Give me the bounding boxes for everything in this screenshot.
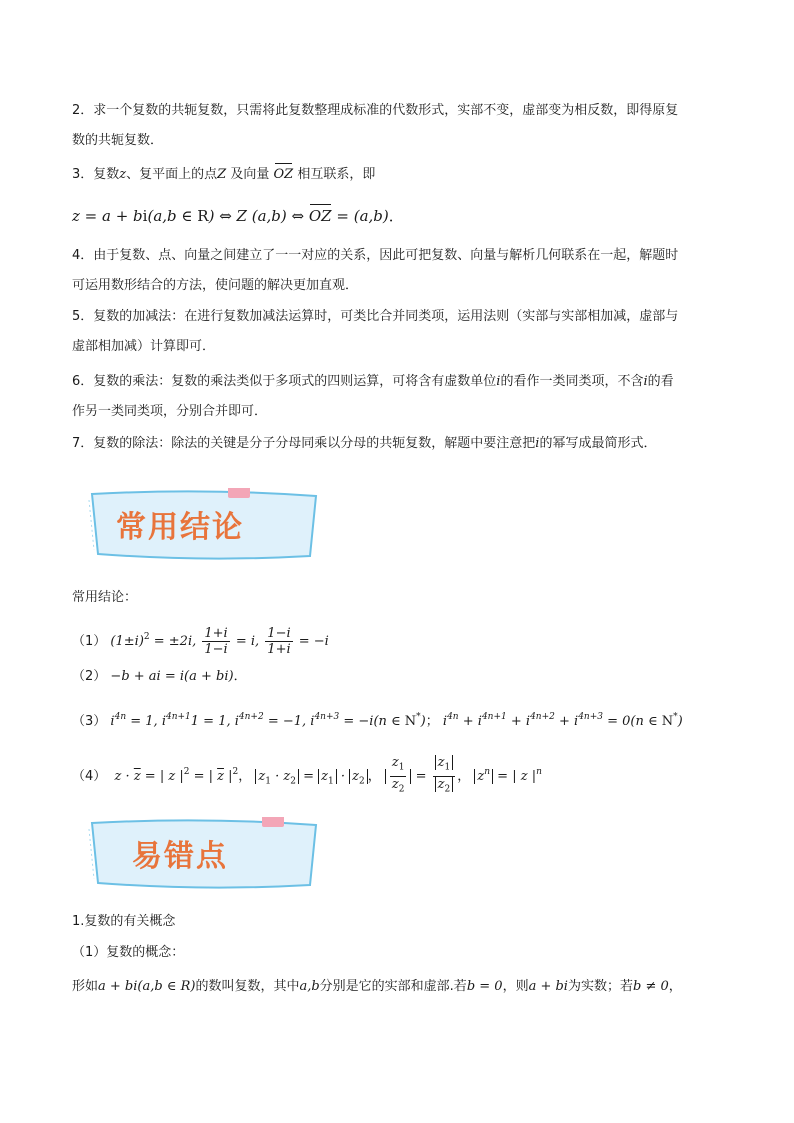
item-4-line-2: 可运用数形结合的方法，使问题的解决更加直观． xyxy=(72,278,359,293)
conclusion-2: （2） −b + ai = i(a + bi)． xyxy=(72,669,247,684)
conclusions-heading: 常用结论： xyxy=(72,590,138,605)
errors-heading-1: 1.复数的有关概念 xyxy=(72,914,176,929)
item-3-formula: z = a + bi(a,b ∈ R) ⇔ Z (a,b) ⇔ OZ = (a,b)． xyxy=(72,207,404,225)
banner-common-conclusions xyxy=(84,488,324,562)
item-5-line-2: 虚部相加减）计算即可． xyxy=(72,339,216,354)
item-2-line-2: 数的共轭复数． xyxy=(72,133,164,148)
banner-common-title: 常用结论 xyxy=(116,510,244,545)
item-2-line-1: 2．求一个复数的共轭复数，只需将此复数整理成标准的代数形式，实部不变，虚部变为相反数，即得原复 xyxy=(72,103,679,118)
item-6-line-2: 作另一类同类项，分别合并即可． xyxy=(72,404,268,419)
item-4-line-1: 4．由于复数、点、向量之间建立了一一对应的关系，因此可把复数、向量与解析几何联系在一起，解题时 xyxy=(72,248,679,263)
banner-error-points xyxy=(84,817,324,891)
conclusion-3: （3） $i^{4n} = 1$, $i^{4n+1}1 = 1$, $i^{4n+2} = -1$, $i^{4n+3} = -i(n$ ∈ N*)； $i^{4n} + i^{4n+1} + i^{4n+2} + i^{4n+3} = 0(n$ ∈ N*) xyxy=(72,712,683,729)
conclusion-1: （1） $(1\pm i)^2 = \pm 2i$, $\frac{1+i}{1-i}$ = i, $\frac{1-i}{1+i}$ = −i xyxy=(72,626,329,657)
item-3-line-1: 3．复数z、复平面上的点Z 及向量 OZ 相互联系，即 xyxy=(72,165,375,185)
conclusion-4: （4） $z \cdot \overline{z}$ = | z $|^2$ = | $\overline{z}$ $|^2$， $z_1 \cdot z_2 = z_1 \cdot z_2$ ， $\frac{z_1}{z_2}$ = $\frac{z_1}{z_2}$ ， $z^n$ = | z $|^n$ xyxy=(72,755,542,795)
errors-heading-2: （1）复数的概念： xyxy=(72,945,185,960)
item-5-line-1: 5．复数的加减法：在进行复数加减法运算时，可类比合并同类项，运用法则（实部与实部相加减，虚部与 xyxy=(72,309,679,324)
item-6-line-1: 6．复数的乘法：复数的乘法类似于多项式的四则运算，可将含有虚数单位i的看作一类同类项，不含i的看 xyxy=(72,374,674,389)
banner-errors-title: 易错点 xyxy=(132,839,228,874)
errors-paragraph: 形如a + bi(a,b ∈ R)的数叫复数，其中a,b分别是它的实部和虚部.若b = 0，则a + bi为实数；若b ≠ 0， xyxy=(72,979,682,994)
item-7-line: 7．复数的除法：除法的关键是分子分母同乘以分母的共轭复数，解题中要注意把i的幂写成最简形式． xyxy=(72,436,657,451)
